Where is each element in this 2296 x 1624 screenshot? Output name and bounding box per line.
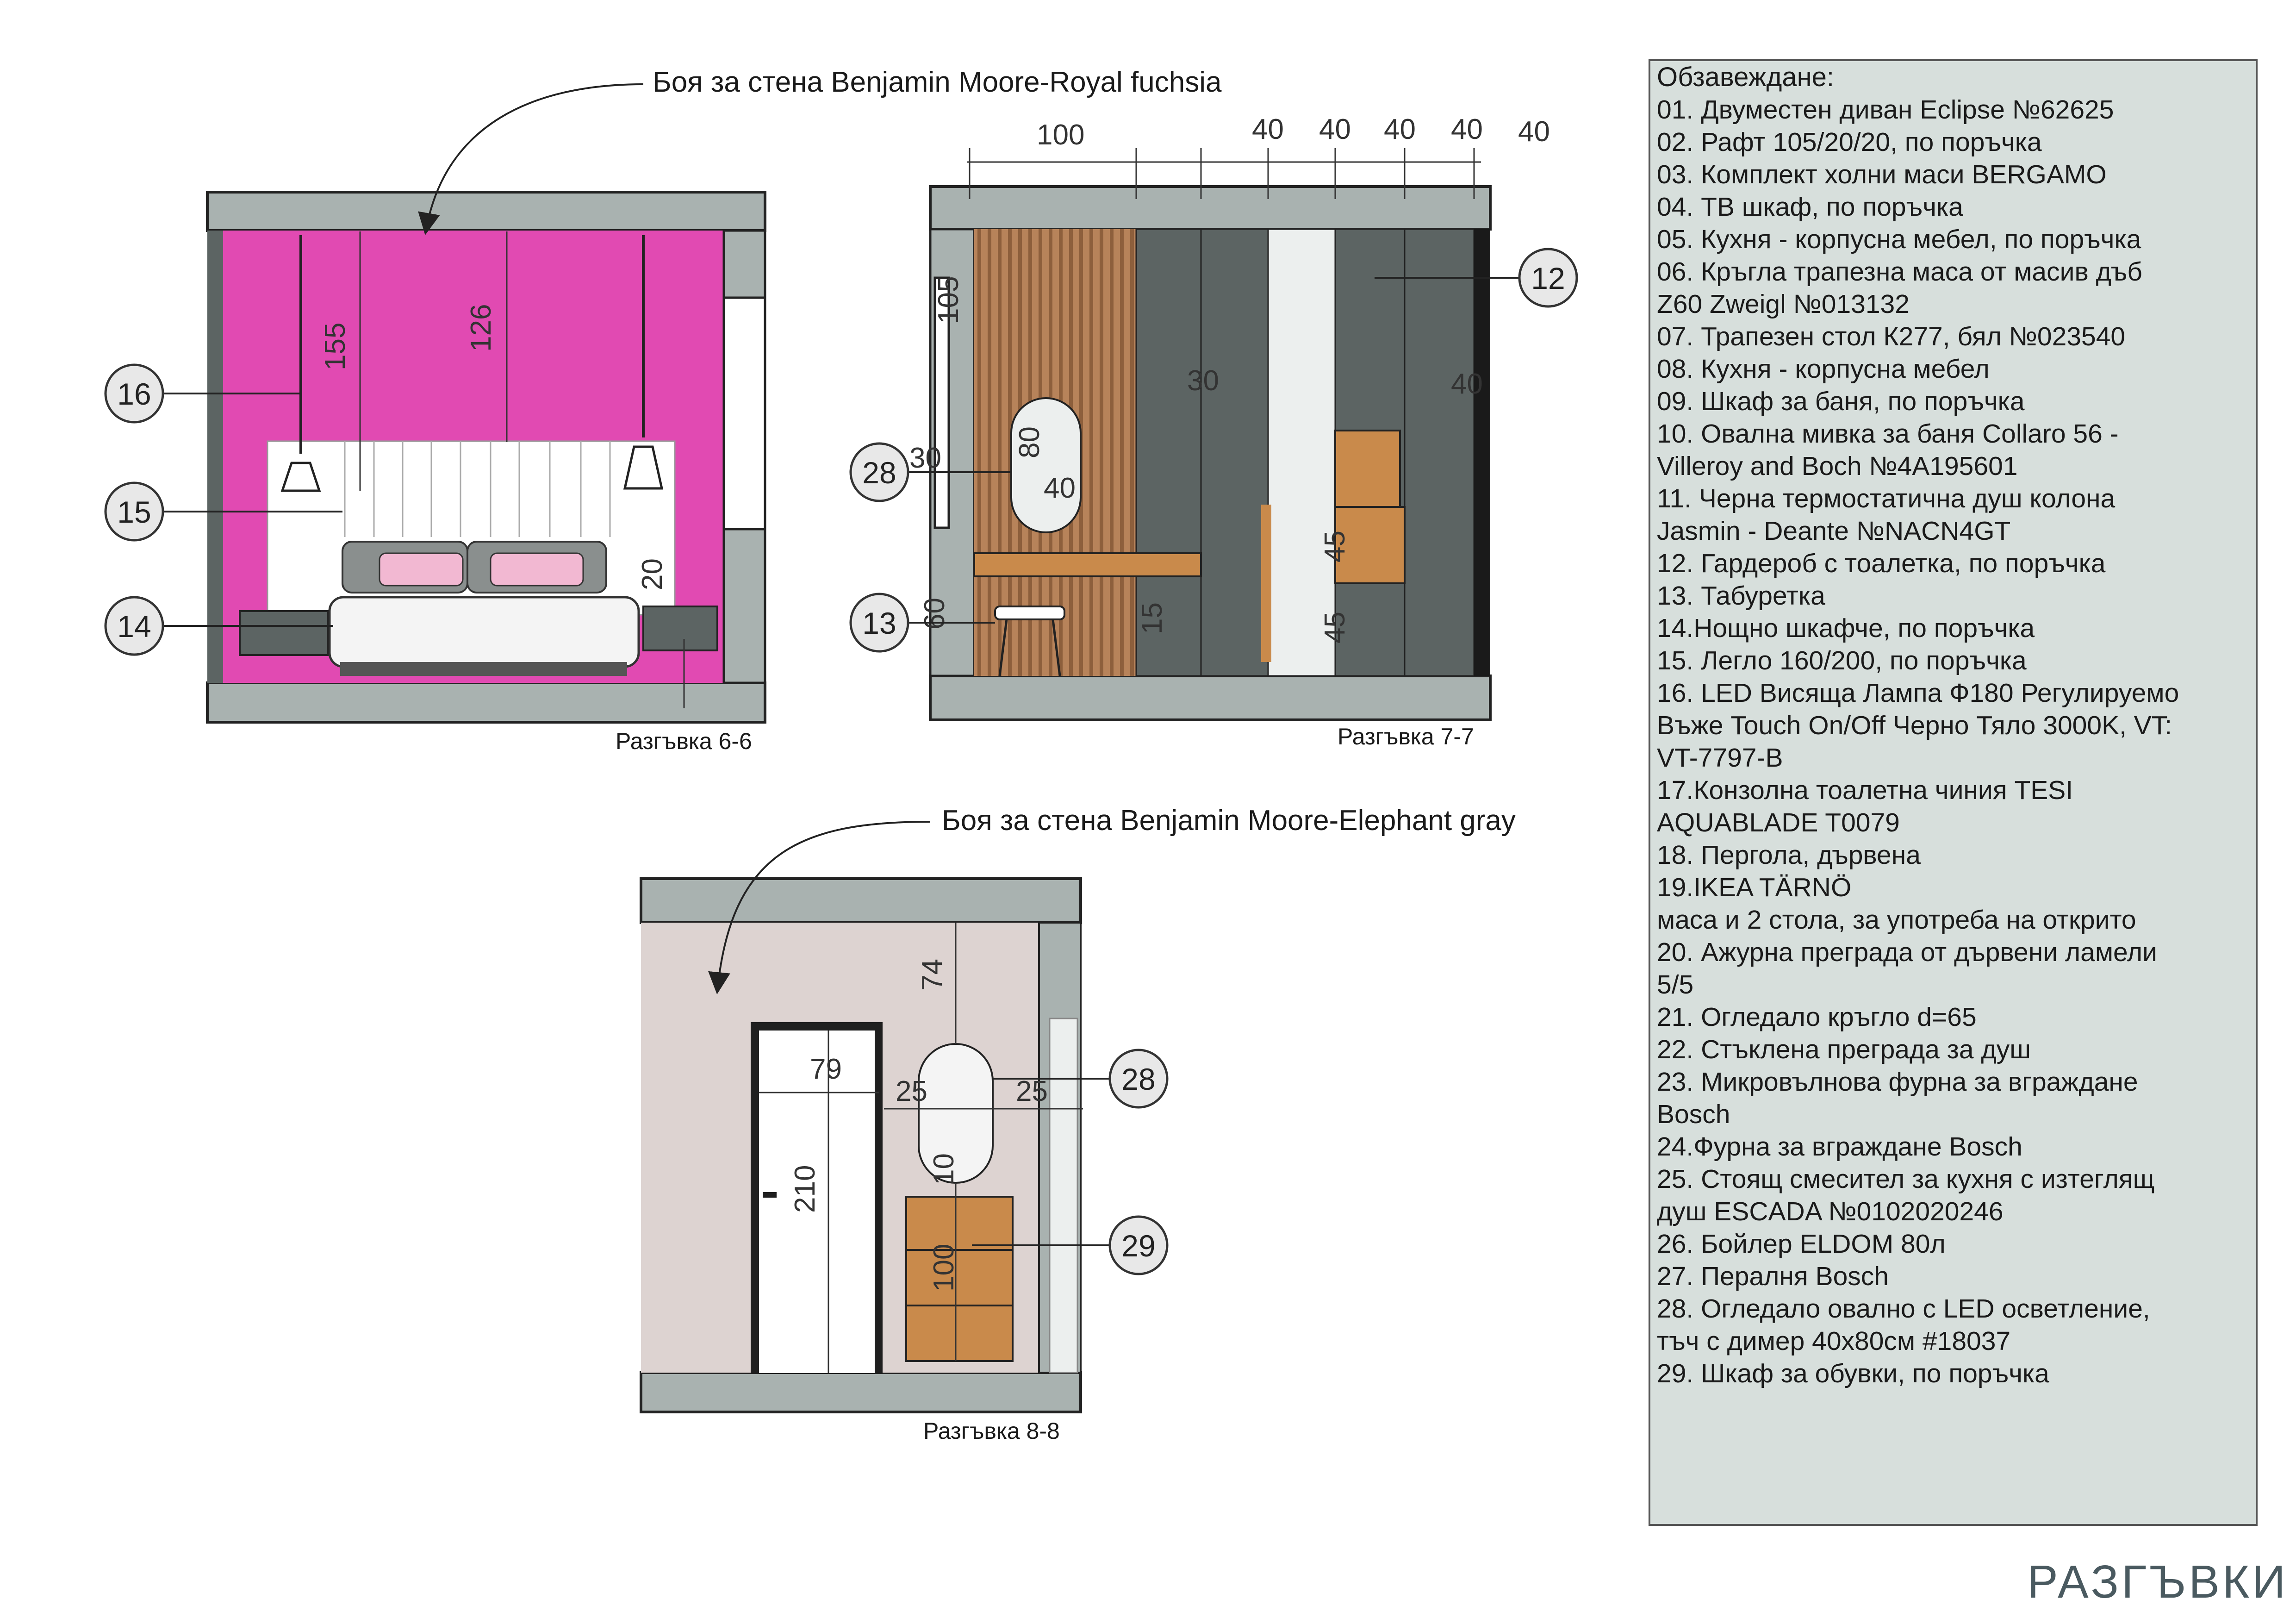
side-drawer-top xyxy=(1335,431,1400,507)
legend-item: 20. Ажурна преграда от дървени ламели xyxy=(1657,937,2157,967)
dim-15: 15 xyxy=(1136,602,1168,634)
legend-item: 26. Бойлер ELDOM 80л xyxy=(1657,1229,1946,1259)
legend-item: 07. Трапезен стол К277, бял №023540 xyxy=(1657,322,2126,351)
dim-60: 60 xyxy=(919,598,951,630)
svg-text:13: 13 xyxy=(862,606,896,640)
dim-74: 74 xyxy=(916,959,948,991)
legend-item: 06. Кръгла трапезна маса от масив дъб xyxy=(1657,257,2142,287)
legend-item: 13. Табуретка xyxy=(1657,581,1825,611)
legend-item: тъч с димер 40х80см #18037 xyxy=(1657,1326,2011,1356)
dim-79: 79 xyxy=(810,1053,842,1085)
svg-text:16: 16 xyxy=(117,377,151,411)
right-wall-lower xyxy=(724,529,765,683)
legend-item: 01. Двуместен диван Eclipse №62625 xyxy=(1657,95,2114,125)
legend-item: 03. Комплект холни маси BERGAMO xyxy=(1657,160,2107,189)
legend-item: Въже Touch On/Off Черно Тяло 3000K, VT: xyxy=(1657,711,2172,740)
legend-item: 21. Огледало кръгло d=65 xyxy=(1657,1002,1977,1032)
legend-item: 15. Легло 160/200, по поръчка xyxy=(1657,646,2027,675)
caption-8-8: Разгъвка 8-8 xyxy=(923,1418,1060,1444)
dim-155: 155 xyxy=(319,322,351,370)
dim-top-40-c: 40 xyxy=(1384,113,1416,145)
legend-item: Jasmin - Deante №NACN4GT xyxy=(1657,516,2011,546)
dim-20: 20 xyxy=(636,558,668,590)
dim-126: 126 xyxy=(465,304,497,352)
caption-7-7: Разгъвка 7-7 xyxy=(1338,724,1474,750)
dim-45-lower: 45 xyxy=(1319,612,1351,643)
legend-item: 12. Гардероб с тоалетка, по поръчка xyxy=(1657,549,2106,578)
dim-40-mirror: 40 xyxy=(1044,472,1076,504)
dim-45-upper: 45 xyxy=(1319,531,1351,562)
elevation-8-8 xyxy=(641,805,1516,1444)
ceiling-slab xyxy=(641,879,1081,923)
legend-item: 19.IKEA TÄRNÖ xyxy=(1657,873,1852,902)
floor-slab xyxy=(207,683,765,722)
dim-30-upper: 30 xyxy=(1187,365,1219,397)
legend-item: 25. Стоящ смесител за кухня с изтеглящ xyxy=(1657,1164,2155,1194)
ceiling-slab xyxy=(207,192,765,231)
window-glass xyxy=(724,298,765,529)
paint-note-fuchsia: Боя за стена Benjamin Moore-Royal fuchsia xyxy=(653,66,1222,98)
wardrobe-panel-4 xyxy=(1405,229,1474,676)
legend-item: 11. Черна термостатична душ колона xyxy=(1657,484,2116,513)
dim-25-right: 25 xyxy=(1016,1075,1048,1107)
dim-top-40-e: 40 xyxy=(1518,116,1550,148)
legend-item: 24.Фурна за вграждане Bosch xyxy=(1657,1132,2022,1162)
legend-item: VT-7797-B xyxy=(1657,743,1783,773)
wardrobe-mirror xyxy=(1268,229,1335,676)
floor-slab xyxy=(641,1373,1081,1412)
legend-item: 14.Нощно шкафче, по поръчка xyxy=(1657,613,2035,643)
legend-item: 16. LED Висяща Лампа Ф180 Регулируемо xyxy=(1657,678,2179,708)
legend-item: 08. Кухня - корпусна мебел xyxy=(1657,354,1990,384)
legend-list xyxy=(1657,94,2249,1390)
bed-foot xyxy=(340,662,627,676)
vanity-desk xyxy=(974,553,1201,576)
legend-item: Z60 Zweigl №013132 xyxy=(1657,289,1910,319)
dim-10: 10 xyxy=(928,1153,960,1185)
dim-100: 100 xyxy=(928,1243,960,1292)
night-table-left xyxy=(240,611,328,655)
svg-text:14: 14 xyxy=(117,609,151,643)
svg-text:28: 28 xyxy=(862,456,896,490)
caption-6-6: Разгъвка 6-6 xyxy=(616,728,752,754)
legend-item: Villeroy and Boch №4A195601 xyxy=(1657,451,2018,481)
elevation-7-7 xyxy=(851,113,1577,750)
door-handle xyxy=(763,1192,777,1198)
legend-item: 28. Огледало овално с LED осветление, xyxy=(1657,1294,2150,1324)
legend-item: AQUABLADE T0079 xyxy=(1657,808,1900,837)
wardrobe-panel-2 xyxy=(1201,229,1268,676)
legend-item: 02. Рафт 105/20/20, по поръчка xyxy=(1657,127,2042,157)
legend-item: 22. Стъклена преграда за душ xyxy=(1657,1035,2031,1064)
dim-top-40-a: 40 xyxy=(1252,113,1284,145)
legend-item: 09. Шкаф за баня, по поръчка xyxy=(1657,387,2025,416)
wardrobe-handle xyxy=(1261,505,1271,662)
dim-80: 80 xyxy=(1014,426,1045,458)
legend-item: Bosch xyxy=(1657,1099,1730,1129)
ceiling-slab xyxy=(930,187,1490,229)
bed-cushion-right xyxy=(491,553,583,586)
dim-210: 210 xyxy=(789,1165,821,1213)
legend-item: 18. Пергола, дървена xyxy=(1657,840,1921,870)
legend-item: 5/5 xyxy=(1657,970,1694,999)
right-glass xyxy=(1050,1018,1077,1373)
legend-item: 27. Пералня Bosch xyxy=(1657,1262,1889,1291)
dim-top-40-b: 40 xyxy=(1319,113,1351,145)
legend-item: 04. ТВ шкаф, по поръчка xyxy=(1657,192,1963,222)
legend-item: душ ESCADA №0102020246 xyxy=(1657,1197,2004,1226)
night-table-right xyxy=(643,606,717,650)
dim-105: 105 xyxy=(933,276,964,324)
bed-base xyxy=(330,597,639,667)
svg-text:28: 28 xyxy=(1121,1062,1156,1096)
legend-item: маса и 2 стола, за употреба на открито xyxy=(1657,905,2136,935)
legend-title: Обзавеждане: xyxy=(1657,62,1834,92)
dim-40-upper: 40 xyxy=(1451,368,1483,400)
dim-top-100: 100 xyxy=(1037,119,1085,151)
dim-top-40-d: 40 xyxy=(1451,113,1483,145)
left-wall-edge xyxy=(207,231,223,683)
bed-cushion-left xyxy=(380,553,463,586)
dim-30-left: 30 xyxy=(909,442,941,474)
right-wall-upper xyxy=(724,231,765,298)
floor-slab xyxy=(930,676,1490,720)
legend-item: 23. Микровълнова фурна за вграждане xyxy=(1657,1067,2138,1097)
vanity-mirror xyxy=(1011,398,1081,532)
dim-25-left: 25 xyxy=(896,1075,927,1107)
paint-note-elephant-gray: Боя за стена Benjamin Moore-Elephant gray xyxy=(942,805,1516,837)
legend-item: 05. Кухня - корпусна мебел, по поръчка xyxy=(1657,225,2141,254)
legend-item: 29. Шкаф за обувки, по поръчка xyxy=(1657,1359,2049,1388)
legend-item: 10. Овална мивка за баня Collaro 56 - xyxy=(1657,419,2119,449)
svg-text:12: 12 xyxy=(1531,261,1565,295)
svg-text:29: 29 xyxy=(1121,1229,1156,1263)
furniture-legend xyxy=(1649,59,2258,1526)
right-wall xyxy=(1474,229,1490,676)
svg-text:15: 15 xyxy=(117,495,151,529)
legend-item: 17.Конзолна тоалетна чиния TESI xyxy=(1657,775,2073,805)
sheet-title: РАЗГЪВКИ xyxy=(2027,1556,2289,1608)
